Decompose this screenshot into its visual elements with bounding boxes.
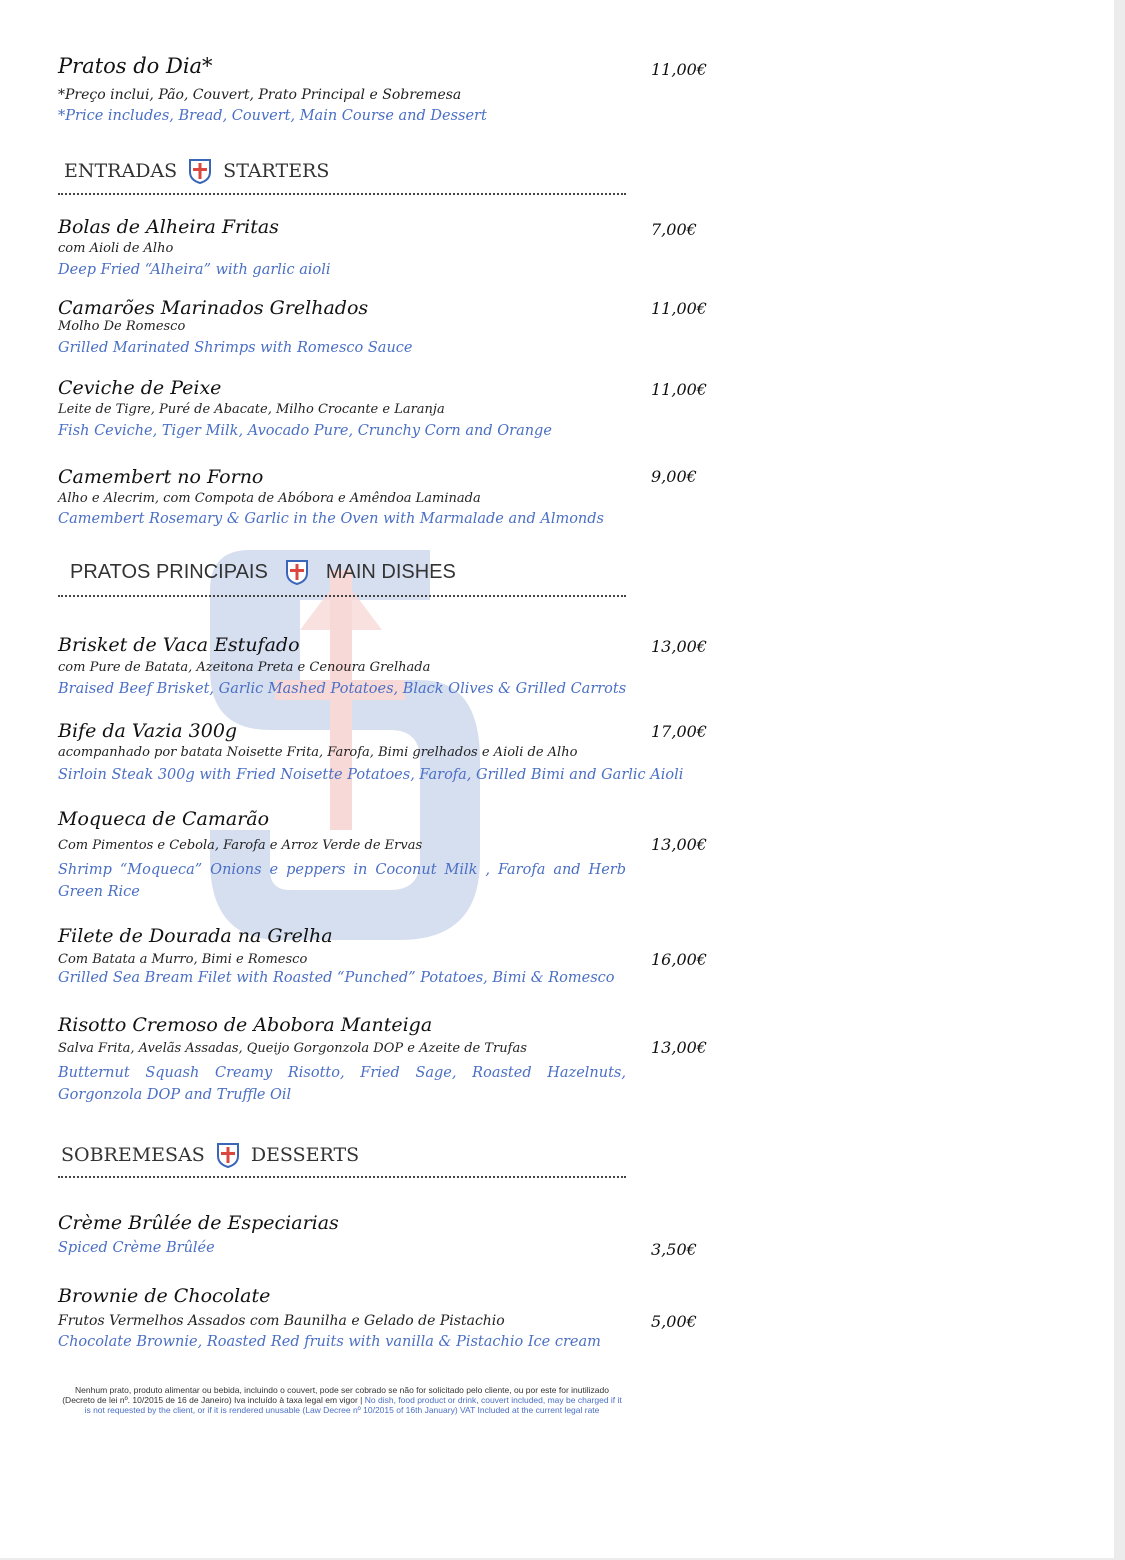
- section-title-en: DESSERTS: [250, 1144, 360, 1166]
- item-description-en: Grilled Marinated Shrimps with Romesco Sauce: [58, 340, 413, 356]
- legal-text-en: No dish, food product or drink, couvert included, may be charged if it is not requested by the client, or if it is rendered unusable (Law Decree nº 10/2015 of 16th January) VAT Included at the current legal rate: [84, 1395, 622, 1415]
- item-name: Bife da Vazia 300g: [58, 720, 238, 742]
- item-description-pt: Frutos Vermelhos Assados com Baunilha e Gelado de Pistachio: [58, 1313, 505, 1329]
- section-title-en: STARTERS: [223, 160, 330, 182]
- section-title-pt: PRATOS PRINCIPAIS: [70, 560, 268, 583]
- item-description-pt: Com Pimentos e Cebola, Farofa e Arroz Verde de Ervas: [58, 838, 423, 853]
- daily-note-en: *Price includes, Bread, Couvert, Main Course and Dessert: [58, 108, 487, 124]
- item-description-en: Braised Beef Brisket, Garlic Mashed Potatoes, Black Olives & Grilled Carrots: [58, 681, 627, 697]
- item-price: 11,00€: [651, 380, 707, 399]
- daily-note-pt: *Preço inclui, Pão, Couvert, Prato Principal e Sobremesa: [58, 87, 462, 103]
- section-header-mains: [70, 557, 456, 587]
- item-price: 13,00€: [651, 637, 707, 656]
- crest-icon: [187, 158, 213, 184]
- item-name: Crème Brûlée de Especiarias: [58, 1212, 339, 1234]
- item-name: Bolas de Alheira Fritas: [58, 216, 279, 238]
- item-description-pt: acompanhado por batata Noisette Frita, Farofa, Bimi grelhados e Aioli de Alho: [58, 745, 578, 760]
- section-divider: [58, 193, 626, 195]
- item-price: 13,00€: [651, 835, 707, 854]
- item-price: 13,00€: [651, 1038, 707, 1057]
- item-description-pt: Molho De Romesco: [58, 319, 186, 334]
- item-description-pt: Alho e Alecrim, com Compota de Abóbora e Amêndoa Laminada: [58, 491, 481, 506]
- section-divider: [58, 595, 626, 597]
- item-description-en: Camembert Rosemary & Garlic in the Oven with Marmalade and Almonds: [58, 511, 604, 527]
- daily-title: Pratos do Dia*: [58, 54, 213, 78]
- crest-icon: [284, 559, 310, 585]
- item-description-en: Fish Ceviche, Tiger Milk, Avocado Pure, Crunchy Corn and Orange: [58, 423, 552, 439]
- item-price: 17,00€: [651, 722, 707, 741]
- legal-text-pt: Nenhum prato, produto alimentar ou bebida, incluindo o couvert, pode ser cobrado se não for solicitado pelo cliente, ou por este for inutilizado (Decreto de lei nº. 10/2015 de 16 de Janeiro) Iva incluído à taxa legal em vigor |: [62, 1385, 609, 1405]
- section-title-pt: ENTRADAS: [64, 160, 178, 182]
- crest-icon: [215, 1142, 241, 1168]
- item-name: Camembert no Forno: [58, 466, 264, 488]
- item-name: Ceviche de Peixe: [58, 377, 222, 399]
- section-title-pt: SOBREMESAS: [61, 1144, 205, 1166]
- item-price: 9,00€: [651, 467, 697, 486]
- item-price: 16,00€: [651, 950, 707, 969]
- item-name: Filete de Dourada na Grelha: [58, 925, 333, 947]
- section-header-starters: [64, 156, 329, 186]
- item-price: 3,50€: [651, 1240, 697, 1259]
- section-header-desserts: [61, 1140, 359, 1170]
- item-description-en: Grilled Sea Bream Filet with Roasted “Punched” Potatoes, Bimi & Romesco: [58, 970, 615, 986]
- item-name: Brownie de Chocolate: [58, 1285, 271, 1307]
- item-description-pt: com Aioli de Alho: [58, 241, 174, 256]
- item-name: Risotto Cremoso de Abobora Manteiga: [58, 1014, 433, 1036]
- item-description-en: Chocolate Brownie, Roasted Red fruits with vanilla & Pistachio Ice cream: [58, 1334, 601, 1350]
- item-description-en: Sirloin Steak 300g with Fried Noisette Potatoes, Farofa, Grilled Bimi and Garlic Aioli: [58, 767, 684, 783]
- item-description-en: Spiced Crème Brûlée: [58, 1240, 215, 1256]
- item-description-pt: Salva Frita, Avelãs Assadas, Queijo Gorgonzola DOP e Azeite de Trufas: [58, 1041, 527, 1056]
- section-title-en: MAIN DISHES: [325, 560, 456, 583]
- item-description-pt: com Pure de Batata, Azeitona Preta e Cenoura Grelhada: [58, 660, 431, 675]
- item-name: Brisket de Vaca Estufado: [58, 634, 300, 656]
- item-price: 7,00€: [651, 220, 697, 239]
- item-price: 5,00€: [651, 1312, 697, 1331]
- item-description-en: Shrimp “Moqueca” Onions e peppers in Coconut Milk , Farofa and Herb Green Rice: [58, 862, 626, 900]
- item-description-en: Butternut Squash Creamy Risotto, Fried Sage, Roasted Hazelnuts, Gorgonzola DOP and Truffle Oil: [58, 1065, 626, 1103]
- legal-footer: [58, 1385, 626, 1415]
- daily-price: 11,00€: [651, 60, 707, 79]
- item-description-pt: Leite de Tigre, Puré de Abacate, Milho Crocante e Laranja: [58, 402, 445, 417]
- section-divider: [58, 1176, 626, 1178]
- item-name: Camarões Marinados Grelhados: [58, 297, 369, 319]
- item-description-en: Deep Fried “Alheira” with garlic aioli: [58, 262, 331, 278]
- item-price: 11,00€: [651, 299, 707, 318]
- item-name: Moqueca de Camarão: [58, 808, 270, 830]
- item-description-pt: Com Batata a Murro, Bimi e Romesco: [58, 952, 308, 967]
